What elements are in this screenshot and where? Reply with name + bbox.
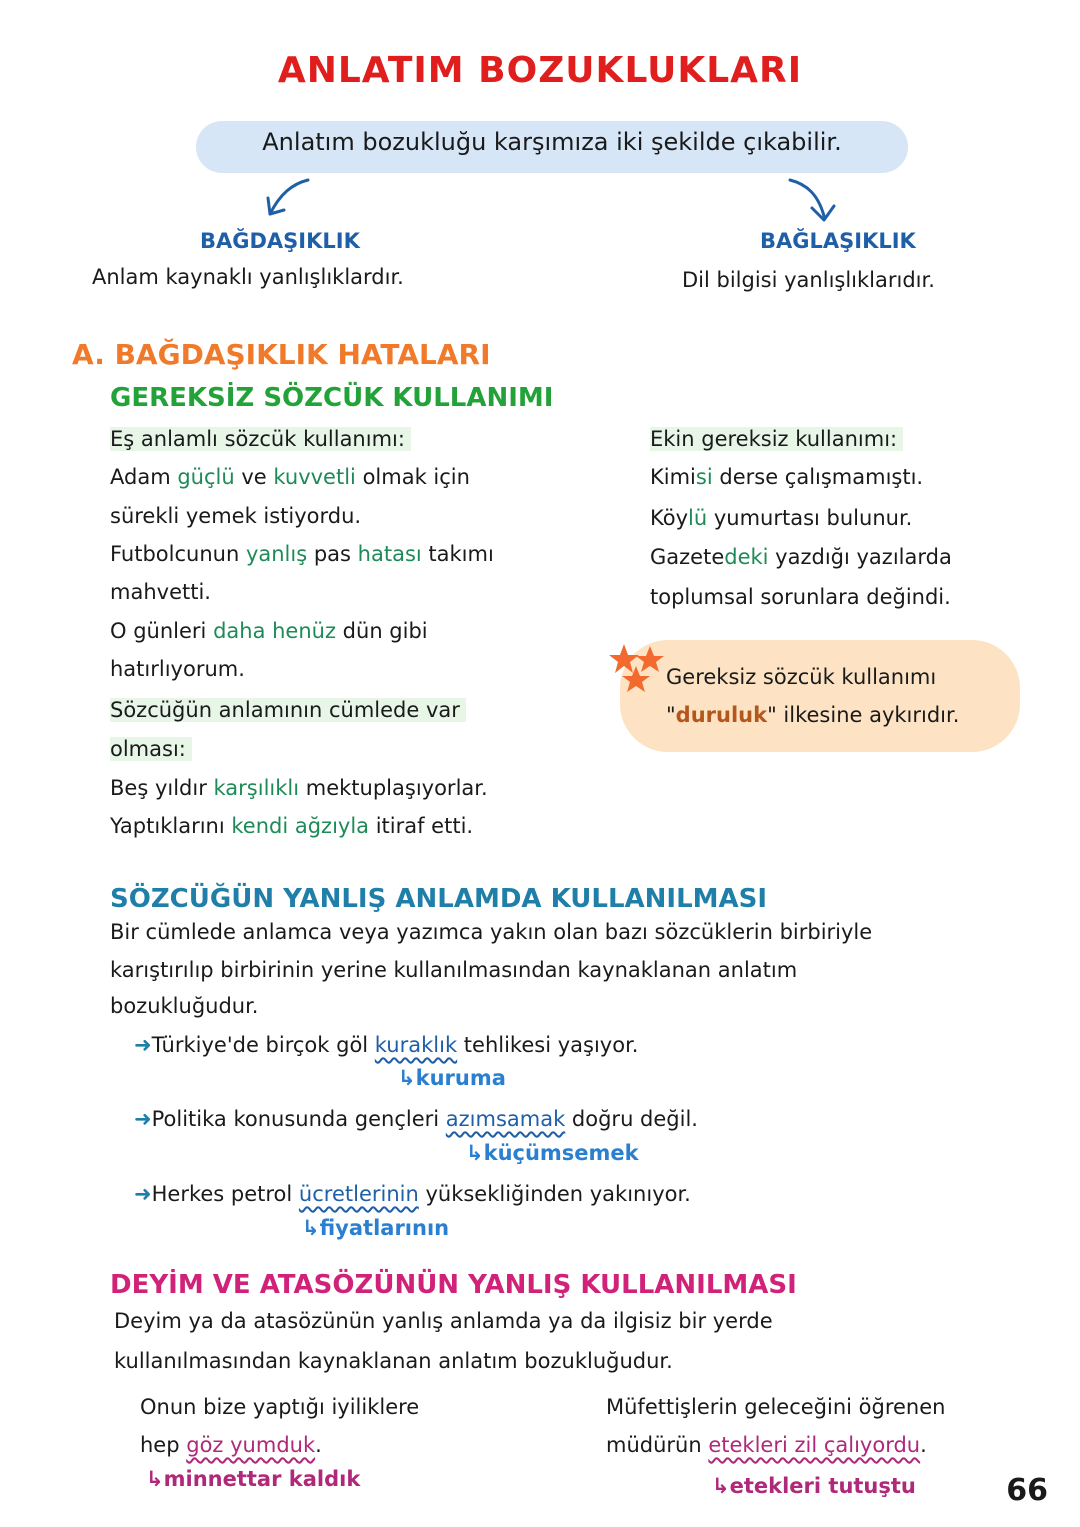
subheading-idiom: DEYİM VE ATASÖZÜNÜN YANLIŞ KULLANILMASI <box>110 1270 797 1300</box>
correction: ↳küçümsemek <box>466 1141 639 1165</box>
correction: ↳etekleri tutuştu <box>712 1474 916 1498</box>
example-sentence: ➜Türkiye'de birçok göl kuraklık tehlikesi yaşıyor. <box>134 1033 639 1057</box>
example-line: Beş yıldır karşılıklı mektuplaşıyorlar. <box>110 776 488 800</box>
description-line: Deyim ya da atasözünün yanlış anlamda ya da ilgisiz bir yerde <box>114 1309 773 1333</box>
hook-arrow-icon: ↳ <box>302 1216 320 1240</box>
label-synonym-use: Eş anlamlı sözcük kullanımı: <box>110 426 411 452</box>
example-line: Futbolcunun yanlış pas hatası takımı <box>110 542 494 566</box>
example-line: sürekli yemek istiyordu. <box>110 504 362 528</box>
subheading-unnecessary-word: GEREKSİZ SÖZCÜK KULLANIMI <box>110 383 554 413</box>
correction: ↳minnettar kaldık <box>146 1467 361 1491</box>
hook-arrow-icon: ↳ <box>398 1066 416 1090</box>
example-line: hatırlıyorum. <box>110 657 245 681</box>
example-sentence: ➜Herkes petrol ücretlerinin yüksekliğinden yakınıyor. <box>134 1182 691 1206</box>
example-line: Yaptıklarını kendi ağzıyla itiraf etti. <box>110 814 474 838</box>
label-meaning-present: olması: <box>110 736 192 762</box>
label-meaning-present: Sözcüğün anlamının cümlede var <box>110 697 466 723</box>
description-line: bozukluğudur. <box>110 994 259 1018</box>
idiom-example: Onun bize yaptığı iyiliklere <box>140 1395 420 1419</box>
example-line: O günleri daha henüz dün gibi <box>110 619 428 643</box>
description-line: kullanılmasından kaynaklanan anlatım bozukluğudur. <box>114 1349 673 1373</box>
section-a-heading: A. BAĞDAŞIKLIK HATALARI <box>72 338 491 371</box>
arrow-right-icon <box>784 176 840 226</box>
example-line: toplumsal sorunlara değindi. <box>650 585 951 609</box>
example-line: Gazetedeki yazdığı yazılarda <box>650 545 952 569</box>
hook-arrow-icon: ↳ <box>466 1141 484 1165</box>
note-line: Gereksiz sözcük kullanımı <box>666 665 937 689</box>
idiom-example: Müfettişlerin geleceğini öğrenen <box>606 1395 946 1419</box>
heading-baglasiklik: BAĞLAŞIKLIK <box>760 229 916 253</box>
note-line: "duruluk" ilkesine aykırıdır. <box>666 703 960 727</box>
star-icon <box>606 640 668 696</box>
definition-baglasiklik: Dil bilgisi yanlışlıklarıdır. <box>682 268 935 292</box>
definition-bagdasiklik: Anlam kaynaklı yanlışlıklardır. <box>92 265 404 289</box>
correction: ↳fiyatlarının <box>302 1216 450 1240</box>
correction: ↳kuruma <box>398 1066 506 1090</box>
description-line: karıştırılıp birbirinin yerine kullanılmasından kaynaklanan anlatım <box>110 958 798 982</box>
example-line: Köylü yumurtası bulunur. <box>650 506 913 530</box>
note-box <box>620 640 1020 752</box>
label-suffix-use: Ekin gereksiz kullanımı: <box>650 426 903 452</box>
idiom-example: müdürün etekleri zil çalıyordu. <box>606 1433 927 1457</box>
description-line: Bir cümlede anlamca veya yazımca yakın olan bazı sözcüklerin birbiriyle <box>110 920 873 944</box>
example-line: mahvetti. <box>110 580 211 604</box>
intro-text: Anlatım bozukluğu karşımıza iki şekilde çıkabilir. <box>262 128 842 156</box>
heading-bagdasiklik: BAĞDAŞIKLIK <box>200 229 360 253</box>
hook-arrow-icon: ↳ <box>712 1474 730 1498</box>
hook-arrow-icon: ↳ <box>146 1467 164 1491</box>
example-line: Adam güçlü ve kuvvetli olmak için <box>110 465 470 489</box>
subheading-wrong-meaning: SÖZCÜĞÜN YANLIŞ ANLAMDA KULLANILMASI <box>110 884 768 914</box>
example-line: Kimisi derse çalışmamıştı. <box>650 465 924 489</box>
page-title: ANLATIM BOZUKLUKLARI <box>277 50 803 91</box>
idiom-example: hep göz yumduk. <box>140 1433 322 1457</box>
page-number: 66 <box>1006 1473 1048 1508</box>
arrow-left-icon <box>258 176 314 222</box>
example-sentence: ➜Politika konusunda gençleri azımsamak doğru değil. <box>134 1107 698 1131</box>
